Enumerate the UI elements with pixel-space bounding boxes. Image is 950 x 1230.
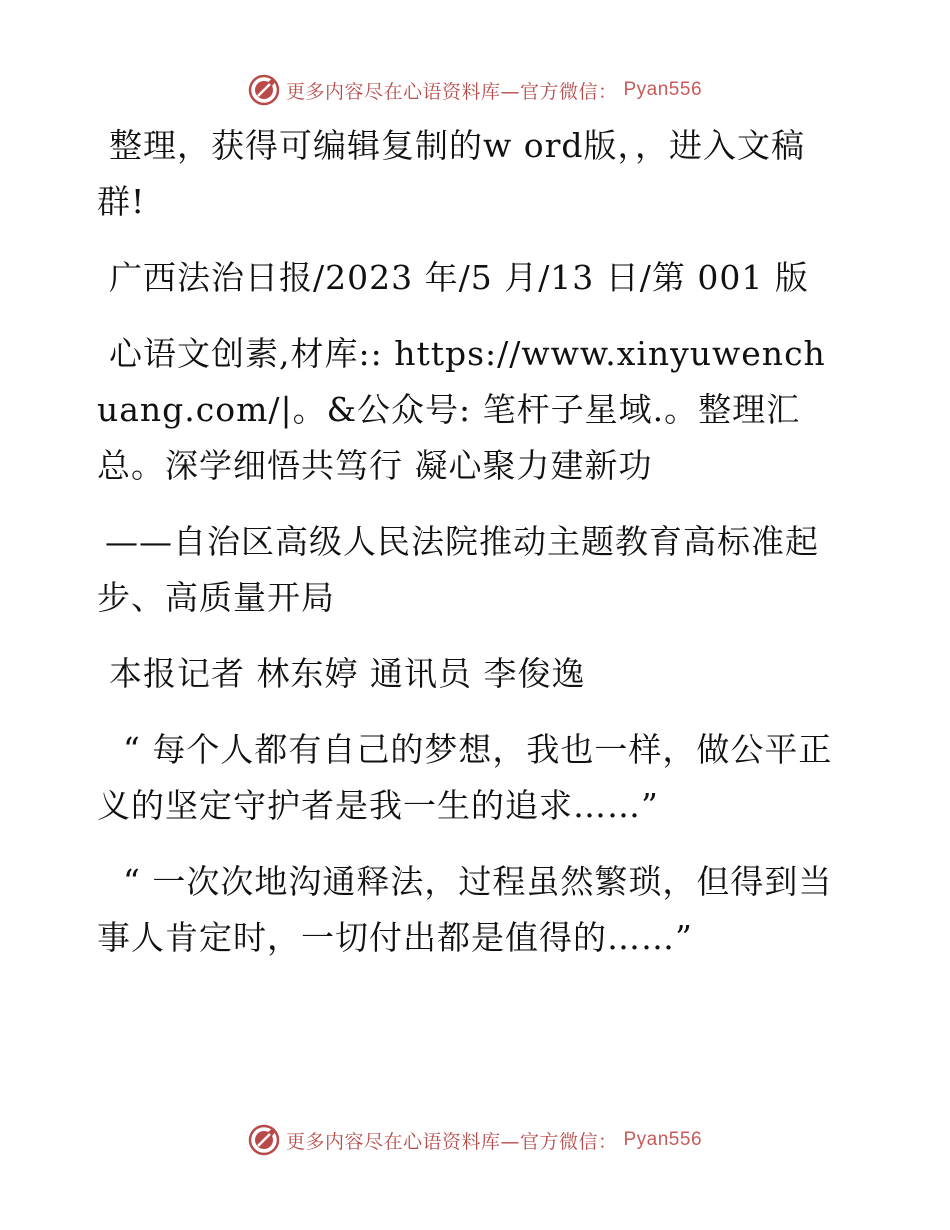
quote-paragraph: “ 一次次地沟通释法，过程虽然繁琐，但得到当事人肯定时，一切付出都是值得的……” — [97, 862, 833, 957]
pen-logo-icon — [248, 74, 280, 106]
pen-logo-icon — [248, 1124, 280, 1156]
watermark-text: 更多内容尽在心语资料库—官方微信： — [285, 80, 618, 103]
watermark-header — [0, 74, 950, 106]
watermark-wechat-id: Pyan556 — [623, 1129, 703, 1150]
watermark-wechat-id: Pyan556 — [623, 79, 703, 100]
title-paragraph: 心语文创素,材库:: https://www.xinyuwenchuang.com/|。&公众号: 笔杆子星域.。整理汇总。深学细悟共笃行 凝心聚力建新功 — [97, 334, 826, 485]
watermark-footer — [0, 1124, 950, 1156]
quote-paragraph: “ 每个人都有自己的梦想，我也一样，做公平正义的坚定守护者是我一生的追求……” — [97, 730, 833, 825]
source-line: 广西法治日报/2023 年/5 月/13 日/第 001 版 — [109, 258, 809, 297]
intro-paragraph: 整理，获得可编辑复制的w ord版，，进入文稿群! — [97, 126, 806, 221]
document-body — [97, 118, 842, 986]
subtitle-paragraph: ——自治区高级人民法院推动主题教育高标准起步、高质量开局 — [97, 522, 819, 617]
byline: 本报记者 林东婷 通讯员 李俊逸 — [109, 654, 586, 693]
watermark-text: 更多内容尽在心语资料库—官方微信： — [285, 1130, 618, 1153]
